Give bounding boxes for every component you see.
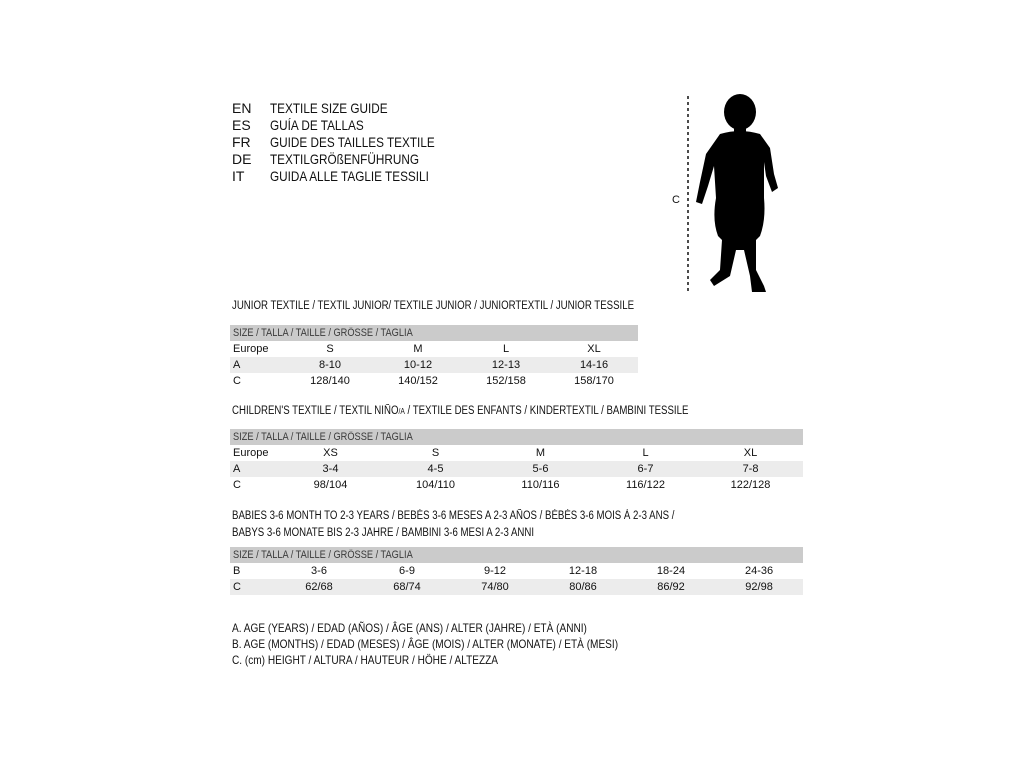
row-label: Europe — [233, 447, 269, 459]
children-title-text: CHILDREN'S TEXTILE / TEXTIL NIÑO — [232, 405, 399, 417]
table-cell: 110/116 — [521, 479, 560, 491]
table-cell: 98/104 — [313, 479, 348, 491]
babies-section-title — [232, 509, 759, 540]
table-cell: 14-16 — [550, 357, 638, 373]
children-section-title — [232, 404, 775, 419]
table-cell: 3-4 — [278, 461, 383, 477]
table-cell: 62/68 — [275, 579, 363, 595]
lang-code: IT — [232, 168, 245, 184]
lang-title: GUIDA ALLE TAGLIE TESSILI — [270, 168, 429, 184]
table-cell: 140/152 — [398, 375, 438, 387]
table-row — [230, 579, 803, 595]
measurement-legend — [232, 620, 692, 668]
baby-body-shape — [696, 94, 778, 292]
lang-title: GUIDE DES TAILLES TEXTILE — [270, 134, 435, 150]
row-label: A — [230, 461, 278, 477]
table-cell: XL — [587, 343, 601, 355]
size-header: SIZE / TALLA / TAILLE / GRÖSSE / TAGLIA — [233, 431, 413, 443]
table-cell: 152/158 — [486, 375, 526, 387]
table-cell: 18-24 — [656, 565, 686, 577]
lang-code: ES — [232, 117, 251, 133]
table-cell: 122/128 — [730, 479, 771, 491]
table-cell: 80/86 — [539, 579, 627, 595]
table-cell: XL — [743, 447, 758, 459]
legend-text: B. AGE (MONTHS) / EDAD (MESES) / ÂGE (MOIS) / ALTER (MONATE) / ETÀ (MESI) — [232, 637, 619, 651]
size-header: SIZE / TALLA / TAILLE / GRÖSSE / TAGLIA — [233, 549, 413, 561]
table-cell: 12-18 — [568, 565, 598, 577]
table-row — [230, 373, 638, 389]
row-label: C — [230, 579, 275, 595]
lang-title: GUÍA DE TALLAS — [270, 117, 364, 133]
table-cell: L — [642, 447, 649, 459]
table-cell: 8-10 — [286, 357, 374, 373]
row-label: C — [233, 375, 241, 387]
table-row — [230, 341, 638, 357]
table-cell: 68/74 — [363, 579, 451, 595]
legend-item — [232, 636, 692, 652]
table-cell: 10-12 — [374, 357, 462, 373]
children-title-suffix: /A — [398, 407, 405, 416]
table-cell: 128/140 — [310, 375, 350, 387]
table-cell: 5-6 — [488, 461, 593, 477]
lang-row-it — [232, 168, 466, 185]
junior-title-text: JUNIOR TEXTILE / TEXTIL JUNIOR/ TEXTILE JUNIOR / JUNIORTEXTIL / JUNIOR TESSILE — [232, 300, 635, 312]
children-size-table — [230, 429, 803, 493]
children-title-rest: / TEXTILE DES ENFANTS / KINDERTEXTIL / BAMBINI TESSILE — [404, 405, 689, 417]
table-cell: 116/122 — [626, 479, 665, 491]
lang-title: TEXTILE SIZE GUIDE — [270, 100, 388, 116]
row-label: A — [230, 357, 286, 373]
baby-silhouette-icon — [668, 90, 788, 300]
table-row — [230, 357, 638, 373]
legend-item — [232, 620, 692, 636]
lang-row-en — [232, 100, 466, 117]
table-cell: 4-5 — [383, 461, 488, 477]
lang-row-de — [232, 151, 466, 168]
lang-code: EN — [232, 100, 252, 116]
table-header-row — [230, 429, 803, 445]
table-cell: 9-12 — [483, 565, 507, 577]
lang-row-es — [232, 117, 466, 134]
lang-title: TEXTILGRÖßENFÜHRUNG — [270, 151, 419, 167]
table-cell: 12-13 — [462, 357, 550, 373]
row-label: B — [233, 565, 241, 577]
lang-code: FR — [232, 134, 251, 150]
height-measure-label: C — [672, 194, 680, 206]
legend-text: A. AGE (YEARS) / EDAD (AÑOS) / ÂGE (ANS) / ALTER (JAHRE) / ETÀ (ANNI) — [232, 621, 587, 635]
table-cell: 7-8 — [698, 461, 803, 477]
legend-item — [232, 652, 692, 668]
table-row — [230, 461, 803, 477]
table-header-row — [230, 547, 803, 563]
table-row — [230, 477, 803, 493]
table-cell: 104/110 — [416, 479, 455, 491]
size-header: SIZE / TALLA / TAILLE / GRÖSSE / TAGLIA — [233, 327, 413, 339]
table-cell: XS — [323, 447, 338, 459]
table-row — [230, 445, 803, 461]
table-cell: 158/170 — [574, 375, 614, 387]
table-cell: L — [502, 343, 510, 355]
table-cell: 6-9 — [399, 565, 415, 577]
table-cell: 3-6 — [311, 565, 327, 577]
babies-title-line1: BABIES 3-6 MONTH TO 2-3 YEARS / BEBÉS 3-6 MESES A 2-3 AÑOS / BÉBÉS 3-6 MOIS À 2-3 ANS / — [232, 510, 675, 522]
table-cell: 6-7 — [593, 461, 698, 477]
table-cell: S — [326, 343, 334, 355]
legend-text: C. (cm) HEIGHT / ALTURA / HAUTEUR / HÖHE / ALTEZZA — [232, 653, 499, 667]
junior-section-title — [232, 299, 711, 313]
lang-row-fr — [232, 134, 466, 151]
babies-size-table — [230, 547, 803, 595]
table-cell: 74/80 — [451, 579, 539, 595]
row-label: C — [233, 479, 241, 491]
table-cell: M — [535, 447, 546, 459]
table-cell: S — [431, 447, 440, 459]
babies-title-line2: BABYS 3-6 MONATE BIS 2-3 JAHRE / BAMBINI 3-6 MESI A 2-3 ANNI — [232, 527, 535, 539]
table-cell: 86/92 — [627, 579, 715, 595]
table-header-row — [230, 325, 638, 341]
table-cell: 92/98 — [715, 579, 803, 595]
table-cell: 24-36 — [744, 565, 774, 577]
table-cell: M — [413, 343, 423, 355]
language-title-list — [232, 100, 466, 185]
junior-size-table — [230, 325, 638, 389]
lang-code: DE — [232, 151, 252, 167]
row-label: Europe — [233, 343, 269, 355]
table-row — [230, 563, 803, 579]
